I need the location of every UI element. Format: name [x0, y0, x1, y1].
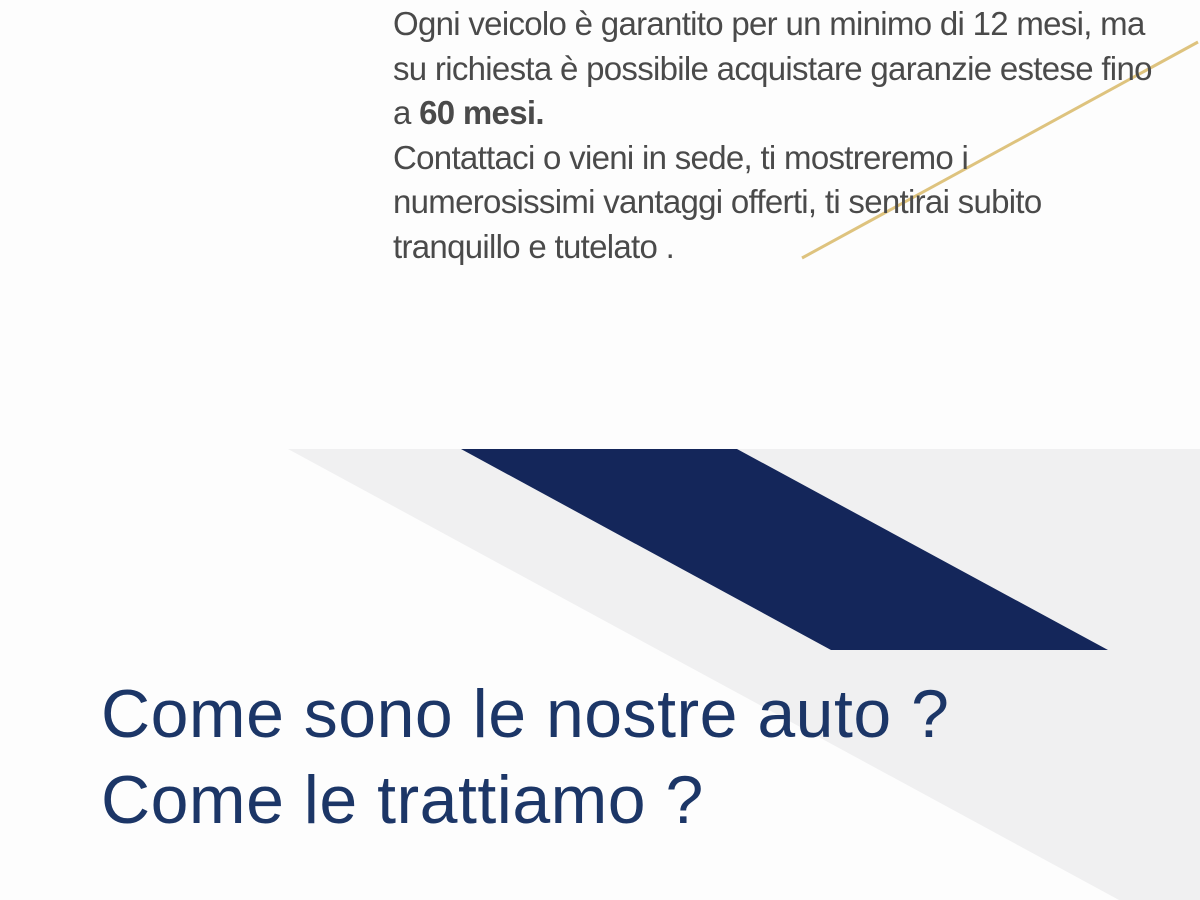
section-heading: [101, 671, 949, 843]
body-line-3-prefix: a: [393, 94, 420, 131]
body-line-3: [393, 91, 1152, 136]
body-line-6: tranquillo e tutelato .: [393, 227, 675, 265]
body-line-3-bold: 60 mesi.: [419, 94, 544, 131]
body-line-5: numerosissimi vantaggi offerti, ti sentirai subito: [393, 183, 1042, 220]
heading-line-1: Come sono le nostre auto ?: [101, 676, 950, 752]
warranty-paragraph: [393, 2, 1152, 269]
body-line-1: Ogni veicolo è garantito per un minimo di 12 mesi, ma: [393, 5, 1145, 42]
heading-line-2: Come le trattiamo ?: [101, 762, 704, 838]
body-line-2: su richiesta è possibile acquistare garanzie estese fino: [393, 49, 1152, 87]
body-line-4: Contattaci o vieni in sede, ti mostreremo i: [393, 138, 969, 176]
